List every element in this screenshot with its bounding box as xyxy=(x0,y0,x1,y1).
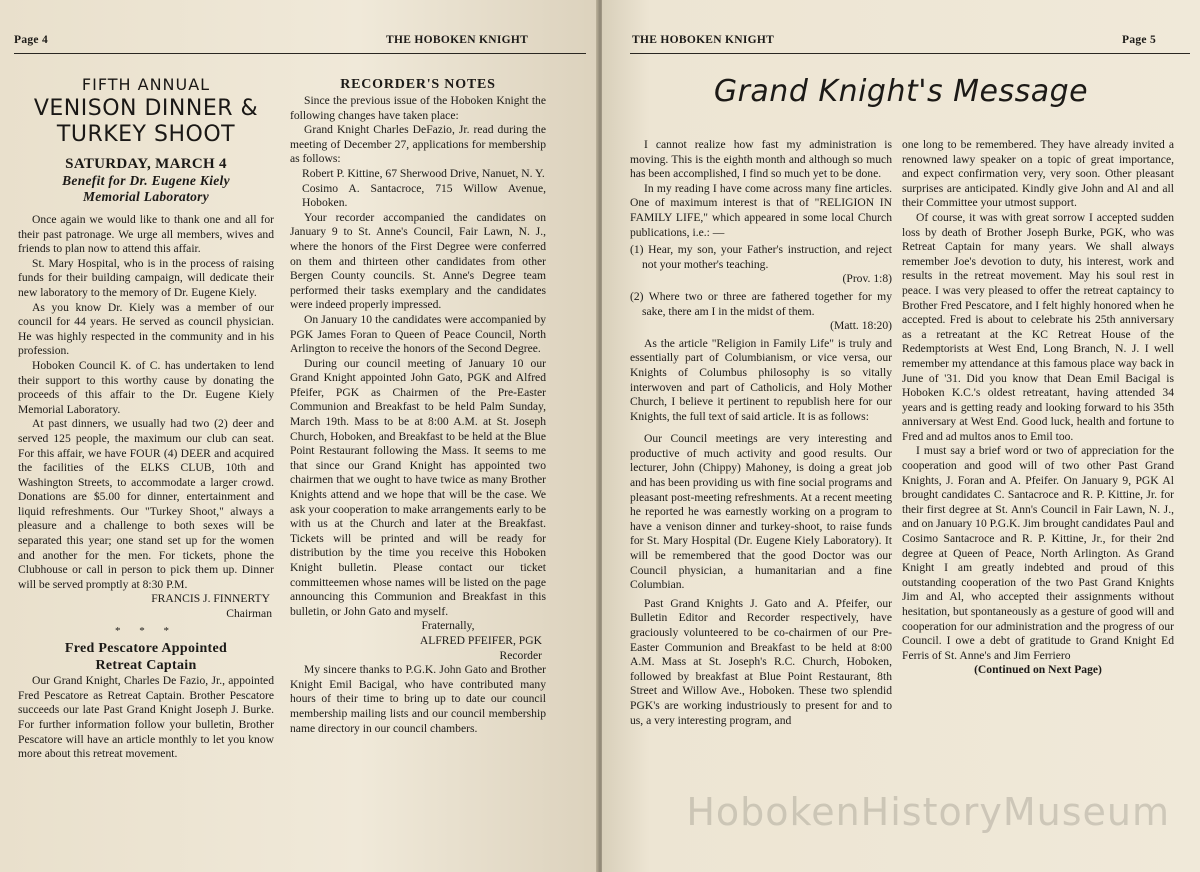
headline-line-2: TURKEY SHOOT xyxy=(56,122,236,147)
scripture-quote: (1) Hear, my son, your Father's instruction, and reject not your mother's teaching. xyxy=(630,243,892,271)
closing: Fraternally, xyxy=(421,619,475,633)
paragraph: As you know Dr. Kiely was a member of our council for 44 years. He served as council physician. He was highly respected in the community and in his profession. xyxy=(18,300,274,358)
paragraph: one long to be remembered. They have already invited a renowned lawy speaker on a topic of great importance, and expect confirmation very, very soon. Other pleasant surprises are anticipated. Kindly give John and Al and all their Committee your utmost support. xyxy=(902,138,1174,210)
watermark: HobokenHistoryMuseum xyxy=(686,790,1170,834)
page-5 xyxy=(602,0,1200,872)
venison-headline xyxy=(18,74,274,148)
column-message-1 xyxy=(630,138,892,728)
paragraph: Once again we would like to thank one and all for their past patronage. We urge all members, wives and friends to plan now to attend this affair. xyxy=(18,213,274,256)
pescatore-headline-2: Retreat Captain xyxy=(95,658,197,674)
paragraph: Since the previous issue of the Hoboken Knight the following changes have taken place: xyxy=(290,94,546,122)
scripture-reference: (Matt. 18:20) xyxy=(830,319,892,333)
column-left xyxy=(18,74,274,762)
page-number: Page 5 xyxy=(1122,34,1157,46)
column-message-2 xyxy=(902,138,1174,678)
separator: * * * xyxy=(115,624,177,637)
page-4 xyxy=(0,0,598,872)
running-title: THE HOBOKEN KNIGHT xyxy=(386,34,529,46)
applicant: Cosimo A. Santacroce, 715 Willow Avenue, Hoboken. xyxy=(302,181,546,210)
scripture-reference: (Prov. 1:8) xyxy=(842,272,892,286)
paragraph: My sincere thanks to P.G.K. John Gato and Brother Knight Emil Bacigal, who have contributed many hours of their time to bring up to date our council membership mailing lists and our council membership name directory in our council chambers. xyxy=(290,663,546,735)
paragraph: During our council meeting of January 10 our Grand Knight appointed John Gato, PGK and Alfred Pfeifer, PGK as Chairmen of the Pre-Easter Communion and Breakfast to be held Palm Sunday, March 19th. Mass to be at 8:00 A.M. at St. Joseph Church, Hoboken, and Breakfast to be held at the Blue Point Restaurant following the Mass. It seems to me that since our Grand Knight has appointed two chairmen that we ought to have twice as many Brother Knights attend and we hope that will be the case. We ask your cooperation to make arrangements early to be with us at the Church and later at the Breakfast. Tickets will be printed and will be ready for distribution by the time you receive this Hoboken Knight bulletin. Please contact our ticket committeemen whose names will be listed on the page announcing this Communion and Breakfast in this bulletin, or John Gato and myself. xyxy=(290,356,546,618)
paragraph: Your recorder accompanied the candidates on January 9 to St. Anne's Council, Fair Lawn, N. J., where the honors of the First Degree were conferred on them and thirteen other candidates from other Bergen County councils. St. Anne's Degree team performed their tasks exemplary and the candidates were indeed properly impressed. xyxy=(290,210,546,312)
paragraph: On January 10 the candidates were accompanied by PGK James Foran to Queen of Peace Council, North Arlington to receive the honors of the Second Degree. xyxy=(290,312,546,356)
paragraph: Hoboken Council K. of C. has undertaken to lend their support to this worthy cause by donating the proceeds of this affair to the Dr. Eugene Kiely Memorial Laboratory. xyxy=(18,358,274,416)
signature-name: ALFRED PFEIFER, PGK xyxy=(419,633,542,647)
paragraph: As the article "Religion in Family Life" is truly and essentially part of Columbianism, or vice versa, our Knights of Columbus philosophy is so vitally interwoven and part of Catholicis, and Holy Mother Church, I believe it pertinent to republish here for our Knights, the full text of said article. It is as follows: xyxy=(630,336,892,423)
paragraph: Grand Knight Charles DeFazio, Jr. read during the meeting of December 27, applications for membership as follows: xyxy=(290,123,546,166)
paragraph: Our Grand Knight, Charles De Fazio, Jr., appointed Fred Pescatore as Retreat Captain. Brother Pescatore succeeds our late Past Grand Knight Joseph J. Burke. For further information follow your bulletin, Brother Pescatore will have an article monthly to let you know more about this retreat movement. xyxy=(18,674,274,761)
subhead-line-2: Memorial Laboratory xyxy=(82,189,210,204)
page-title: Grand Knight's Message xyxy=(713,74,1089,109)
paragraph: At past dinners, we usually had two (2) deer and served 125 people, the maximum our club can seat. For this affair, we have FOUR (4) DEER and acquired the facilities of the ELKS CLUB, 10th and Washington Streets, to accommodate a larger crowd. Donations are $5.00 for dinner, entertainment and liquid refreshments. Our "Turkey Shoot," always a pleasure and a challenge to both sexes will be separated this year; one stand set up for the women and another for the men. For tickets, phone the Clubhouse or call in person to pick them up. Dinner will be served promptly at 8:30 P.M. xyxy=(18,417,274,591)
signature-title: Recorder xyxy=(499,648,542,662)
continued-notice: (Continued on Next Page) xyxy=(974,663,1102,677)
kicker: FIFTH ANNUAL xyxy=(81,75,211,94)
paragraph: In my reading I have come across many fine articles. One of maximum interest is that of "RELIGION IN FAMILY LIFE," which appeared in some local Church publications, i.e.: — xyxy=(630,181,892,239)
subhead-line-1: Benefit for Dr. Eugene Kiely xyxy=(62,173,230,188)
signature-title: Chairman xyxy=(226,607,272,621)
paragraph: Our Council meetings are very interesting and productive of much activity and good results. Our lecturer, John (Chippy) Mahoney, is doing a great job and has been providing us with fine social programs and pleasant post-meeting refreshments. At a recent meeting he reported he was earnestly working on a program to have a venison dinner and turkey-shoot, to raise funds for St. Mary Hospital (Dr. Eugene Kiely Laboratory). It will be remembered that the good Doctor was our Council physician, a humanitarian and a fine Columbian. xyxy=(630,432,892,592)
paragraph: I must say a brief word or two of appreciation for the cooperation and good will of two other Past Grand Knights, J. Foran and A. Pfeifer. On January 9, PGK Al brought candidates C. Santacroce and R. P. Kittine, Jr. for their first degree at St. Ann's Council in Fair Lawn, N. J., and on January 10 P.G.K. Jim brought candidates Paul and Cosimo Santacroce and R. P. Kittine, Jr., for their 2nd degree at Queen of Peace, North Arlington. As Grand Knight I am greatly indebted and proud of this outstanding cooperation of the two Past Grand Knights Jim and Al, who accepted their assignments without hesitation, but spontaneously as a gesture of good will and cooperation for our administration and the progress of our Council. I owe a debt of gratitude to Grand Knight Ed Ferris of St. Anne's and Jim Ferriero xyxy=(902,444,1174,662)
page-number: Page 4 xyxy=(14,34,49,46)
scripture-quote: (2) Where two or three are fathered together for my sake, there am I in the midst of them. xyxy=(630,289,892,318)
paragraph: I cannot realize how fast my administration is moving. This is the eighth month and although so much has been accomplished, I find so much yet to be done. xyxy=(630,138,892,181)
column-recorders-notes xyxy=(290,76,546,736)
headline-line-1: VENISON DINNER & xyxy=(33,96,259,121)
recorders-notes-title: RECORDER'S NOTES xyxy=(340,77,496,92)
running-title: THE HOBOKEN KNIGHT xyxy=(632,34,775,46)
applicant: Robert P. Kittine, 67 Sherwood Drive, Nanuet, N. Y. xyxy=(302,166,545,180)
paragraph: Past Grand Knights J. Gato and A. Pfeifer, our Bulletin Editor and Recorder respectively, have graciously volunteered to be co-chairmen of our Pre-Easter Communion and Breakfast to be held at 8:00 A.M. Mass at St. Joseph's R.C. Church, Hoboken, followed by breakfast at Blue Point Restaurant, 8th Street and Willow Ave., Hoboken. These two splendid PGK's are working industriously to present for and to us, a very interesting program, and xyxy=(630,596,892,727)
paragraph: St. Mary Hospital, who is in the process of raising funds for their building campaign, will dedicate their new laboratory to the memory of Dr. Eugene Kiely. xyxy=(18,256,274,299)
paragraph: Of course, it was with great sorrow I accepted sudden loss by death of Brother Joseph Burke, PGK, who was Retreat Captain for many years. We shall always remember Joe's devotion to duty, his interest, work and results in the retreat movement. May his soul rest in peace. I was very pleased to offer the retreat captaincy to Brother Fred Pescatore, and I felt highly honored when he accepted. Fred is about to celebrate his 25th anniversary as a retreatant at the KC Retreat House of the Redemptorists at West End, Long Branch, N. J. I well remember my attendance at this famous place way back in June of '31. Did you know that Dean Emil Bacigal is Hoboken K.C.'s oldest retreatant, having attended 34 years and is getting ready and looking forward to his 35th anniversary at West End. Good luck, health and fortune to Fred and ad multos anos to Emil too. xyxy=(902,210,1174,443)
pescatore-headline-1: Fred Pescatore Appointed xyxy=(64,641,228,657)
header-rule xyxy=(14,53,586,54)
signature-name: FRANCIS J. FINNERTY xyxy=(151,592,270,606)
header-rule xyxy=(630,53,1190,54)
event-date: SATURDAY, MARCH 4 xyxy=(65,156,227,172)
